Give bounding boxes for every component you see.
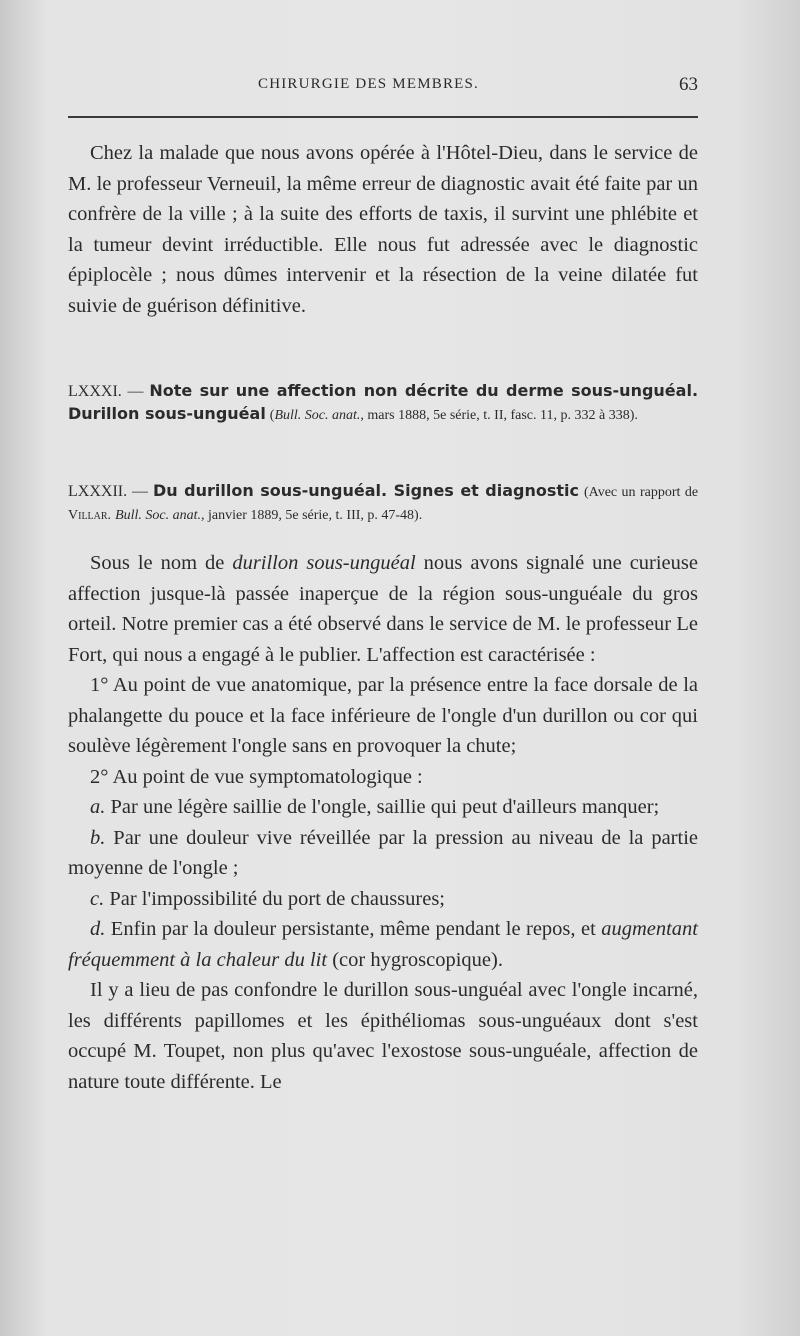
list-label: a. <box>90 796 106 818</box>
symptom-b <box>68 823 698 884</box>
text-span: Par l'impossibilité du port de chaussures; <box>104 887 445 910</box>
reference-number: LXXXII. — <box>68 483 149 500</box>
paragraph-definition <box>68 548 698 670</box>
reference-source-open: (Avec un rapport de <box>583 485 699 500</box>
reference-number: LXXXI. — <box>68 383 144 400</box>
text-span: (cor hygroscopique). <box>327 948 503 971</box>
text-span: Enfin par la douleur persistante, même pendant le repos, et <box>105 918 602 940</box>
reference-source-open: ( <box>269 408 275 423</box>
symptom-c <box>68 884 698 915</box>
paragraph-differential: Il y a lieu de pas confondre le durillon sous-unguéal avec l'ongle incarné, les différents papillomes et les épithéliomas sous-unguéaux dont s'est occupé M. Toupet, non plus qu'avec l'exostose sous-unguéale, affection de nature toute différente. Le <box>68 979 698 1093</box>
list-label: b. <box>90 826 106 849</box>
reference-lxxxii <box>68 480 698 527</box>
page-number: 63 <box>679 74 698 95</box>
point-symptomatological: 2° Au point de vue symptomatologique : <box>90 765 423 788</box>
text-span: Par une douleur vive réveillée par la pression au niveau de la partie moyenne de l'ongle ; <box>68 826 698 879</box>
reference-source-author: Villar. <box>68 508 112 523</box>
intro-paragraph: Chez la malade que nous avons opérée à l'Hôtel-Dieu, dans le service de M. le professeur Verneuil, la même erreur de diagnostic avait été faite par un confrère de la ville ; à la suite des efforts de taxis, il survint une phlébite et la tumeur devint irréductible. Elle nous fut adressée avec le diagnostic épiplocèle ; nous dûmes intervenir et la résection de la veine dilatée fut suivie de guérison définitive. <box>68 142 698 317</box>
header-rule <box>68 116 698 118</box>
reference-source-journal: Bull. Soc. anat. <box>115 508 201 523</box>
reference-source-details: , janvier 1889, 5e série, t. III, p. 47-48). <box>201 508 423 523</box>
italic-phrase: augmentant fréquemment à la chaleur du lit <box>68 918 698 971</box>
text-span: Sous le nom de <box>90 552 233 574</box>
text-span: Par une légère saillie de l'ongle, saillie qui peut d'ailleurs manquer; <box>105 796 660 818</box>
text-span: nous avons signalé une curieuse affection jusque-là passée inaperçue de la région sous-unguéale du gros orteil. Notre premier cas a été observé dans le service de M. le professeur Le Fort, qui nous a engagé à le publier. L'affection est caractérisée : <box>68 552 698 666</box>
reference-source-details: , mars 1888, 5e série, t. II, fasc. 11, p. 332 à 338). <box>360 408 638 423</box>
main-text <box>68 548 698 1097</box>
reference-source-journal: Bull. Soc. anat. <box>274 408 361 423</box>
running-header <box>68 76 698 100</box>
list-label: c. <box>90 887 105 910</box>
symptom-a <box>68 792 698 823</box>
reference-title: Note sur une affection non décrite du derme sous-unguéal. Durillon sous-unguéal <box>68 381 699 423</box>
reference-title: Du durillon sous-unguéal. Signes et diagnostic <box>152 481 580 500</box>
point-anatomical: 1° Au point de vue anatomique, par la présence entre la face dorsale de la phalangette du pouce et la face inférieure de l'ongle d'un durillon ou cor qui soulève légèrement l'ongle sans en provoquer la chute; <box>68 674 698 757</box>
reference-lxxxi <box>68 380 698 427</box>
symptom-d <box>68 914 698 975</box>
running-title: CHIRURGIE DES MEMBRES. <box>258 76 480 92</box>
list-label: d. <box>90 918 106 940</box>
intro-paragraph-block <box>68 138 698 321</box>
italic-term: durillon sous-unguéal <box>232 552 416 574</box>
